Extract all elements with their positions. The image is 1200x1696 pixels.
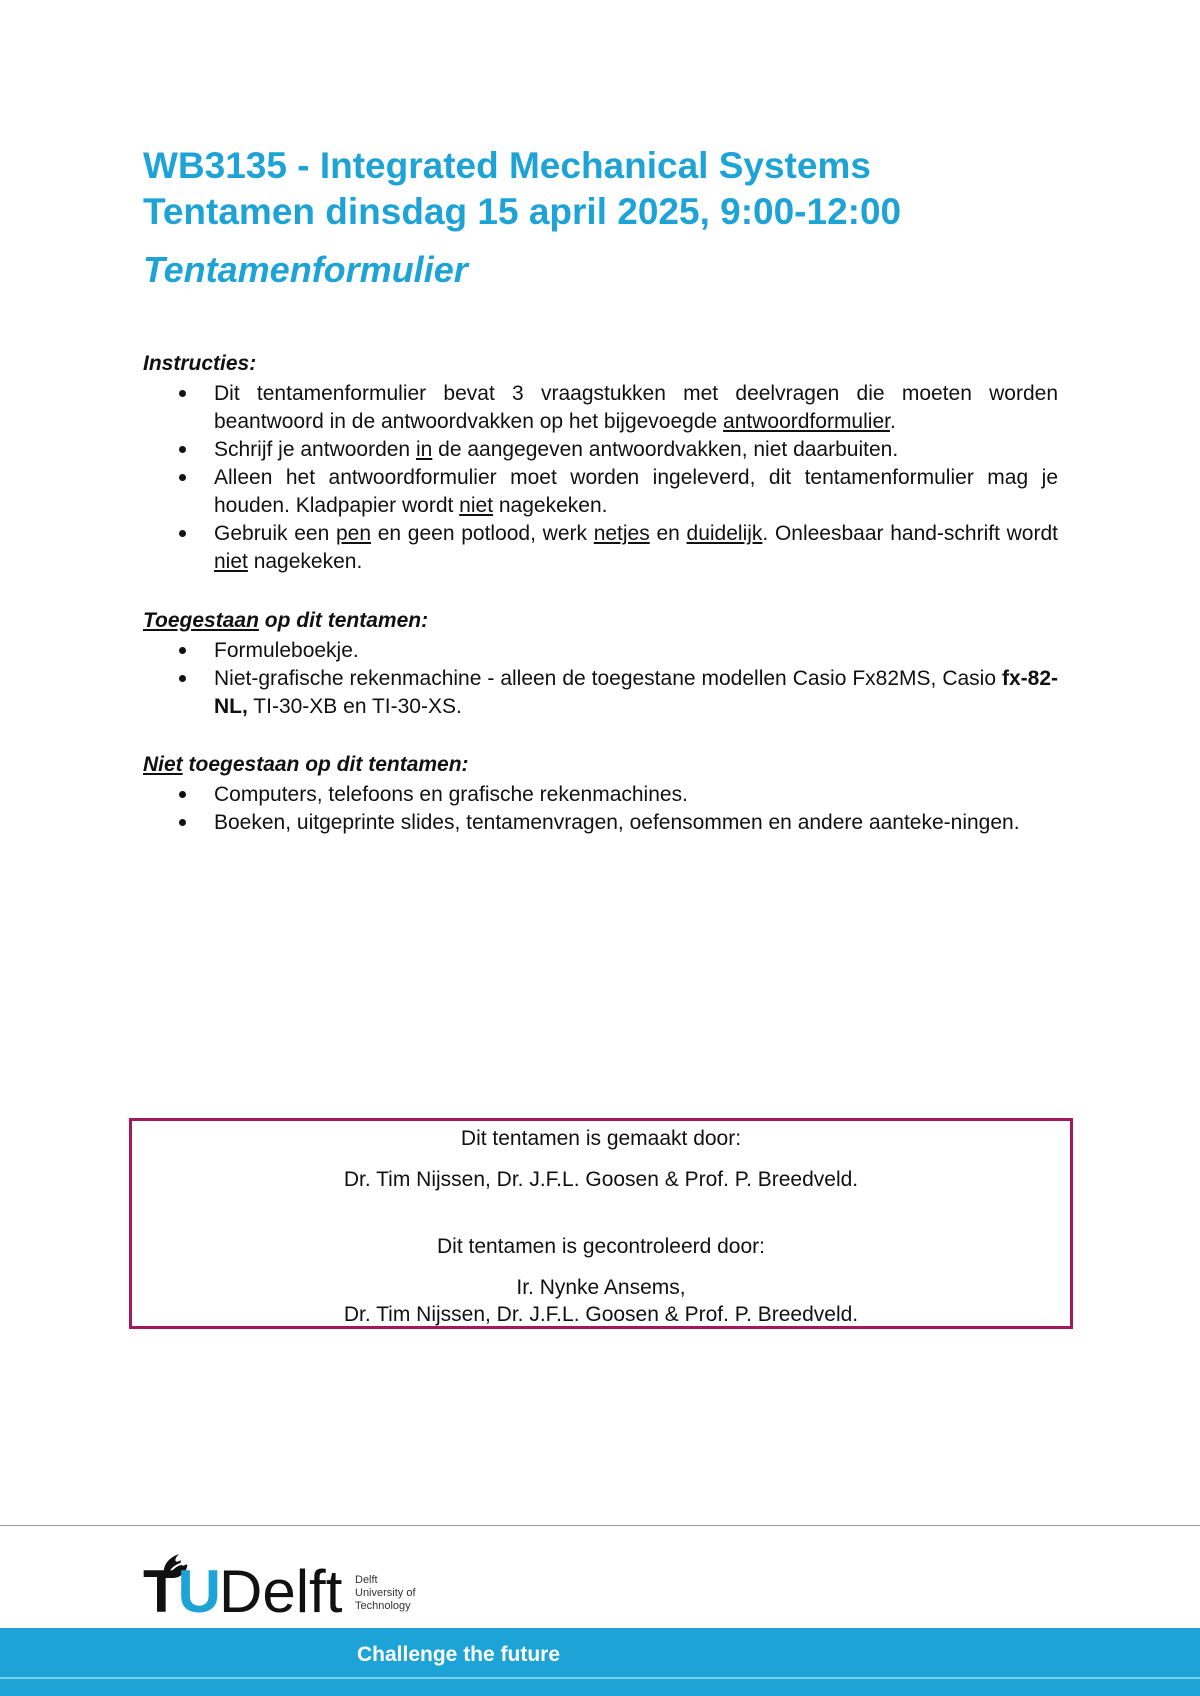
- logo-u: U: [177, 1558, 219, 1625]
- checked-by-names-2: Dr. Tim Nijssen, Dr. J.F.L. Goosen & Prof. P. Breedveld.: [343, 1303, 859, 1326]
- list-item: Computers, telefoons en grafische rekenmachines.: [214, 781, 1058, 809]
- logo-small-3: Technology: [355, 1600, 411, 1612]
- logo-delft: Delft: [219, 1558, 343, 1625]
- form-subtitle: Tentamenformulier: [143, 249, 468, 290]
- footer-band-line: [0, 1677, 1200, 1679]
- list-item: Dit tentamenformulier bevat 3 vraagstukken met deelvragen die moeten worden beantwoord in de antwoordvakken op het bijgevoegde antwoordformulier.: [214, 380, 1058, 436]
- footer-slogan: Challenge the future: [357, 1643, 561, 1666]
- logo-t: T: [143, 1558, 178, 1625]
- made-by-label: Dit tentamen is gemaakt door:: [460, 1127, 742, 1150]
- made-by-names: Dr. Tim Nijssen, Dr. J.F.L. Goosen & Prof. P. Breedveld.: [343, 1168, 859, 1191]
- not-allowed-list: [143, 781, 1058, 837]
- allowed-heading: Toegestaan op dit tentamen:: [143, 609, 429, 632]
- allowed-list: [143, 637, 1058, 721]
- list-item: Schrijf je antwoorden in de aangegeven antwoordvakken, niet daarbuiten.: [214, 436, 1058, 464]
- not-allowed-section: [143, 751, 1058, 837]
- checked-by-label: Dit tentamen is gecontroleerd door:: [436, 1235, 765, 1258]
- list-item: Formuleboekje.: [214, 637, 1058, 665]
- list-item: Boeken, uitgeprinte slides, tentamenvragen, oefensommen en andere aanteke-ningen.: [214, 809, 1058, 837]
- allowed-section: [143, 607, 1058, 721]
- checked-by-names-1: Ir. Nynke Ansems,: [516, 1276, 686, 1299]
- logo-small-1: Delft: [355, 1574, 378, 1586]
- course-title: WB3135 - Integrated Mechanical Systems: [143, 145, 871, 186]
- tu-delft-logo: [143, 1538, 463, 1628]
- list-item: Niet-grafische rekenmachine - alleen de toegestane modellen Casio Fx82MS, Casio fx-82-NL, TI-30-XB en TI-30-XS.: [214, 665, 1058, 721]
- list-item: Gebruik een pen en geen potlood, werk netjes en duidelijk. Onleesbaar hand-schrift wordt niet nagekeken.: [214, 520, 1058, 576]
- not-allowed-heading: Niet toegestaan op dit tentamen:: [143, 753, 469, 776]
- exam-date-title: Tentamen dinsdag 15 april 2025, 9:00-12:00: [143, 191, 902, 232]
- instructions-section: [143, 350, 1058, 576]
- list-item: Alleen het antwoordformulier moet worden ingeleverd, dit tentamenformulier mag je houden. Kladpapier wordt niet nagekeken.: [214, 464, 1058, 520]
- logo-small-2: University of: [355, 1587, 416, 1599]
- footer-band: [0, 1628, 1200, 1696]
- instructions-heading: Instructies:: [143, 352, 257, 375]
- instructions-list: [143, 380, 1058, 576]
- footer-divider: [0, 1525, 1200, 1526]
- credits-box: [129, 1118, 1073, 1329]
